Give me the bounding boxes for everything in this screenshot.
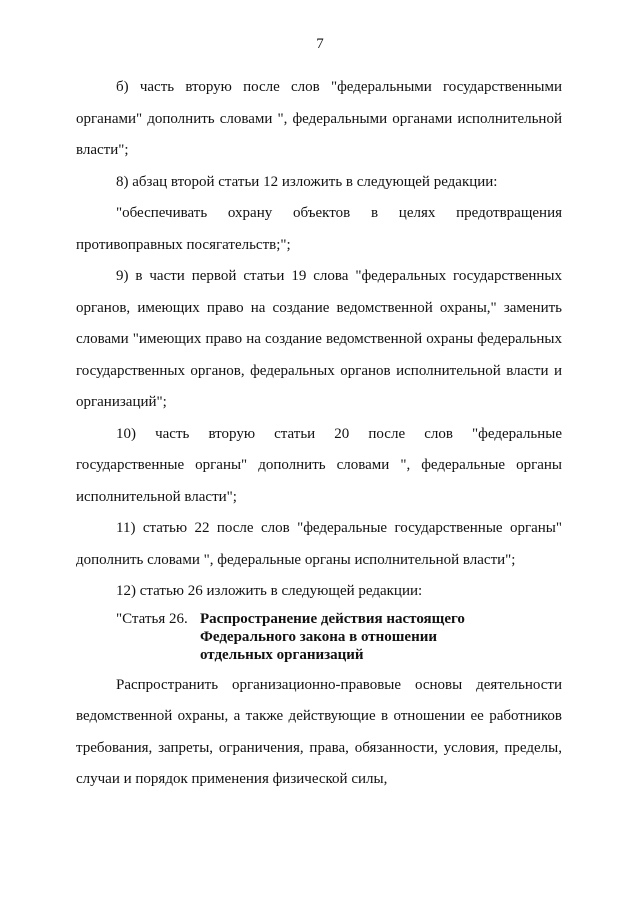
article-title: [200, 610, 562, 664]
article-title-line: Распространение действия настоящего: [200, 610, 465, 627]
paragraph-item-8: 8) абзац второй статьи 12 изложить в следующей редакции:: [116, 173, 498, 190]
paragraph-amendment-b: б) часть вторую после слов "федеральными государственными органами" дополнить словами ", федеральными органами исполнительной власти";: [76, 79, 562, 158]
article-label: "Статья 26.: [116, 610, 188, 627]
article-heading: [76, 610, 562, 664]
paragraph-item-9: 9) в части первой статьи 19 слова "федеральных государственных органов, имеющих право на создание ведомственной охраны," заменить словами "имеющих право на создание ведомственной охраны федеральных государственных органов, федеральных органов исполнительной власти и организаций";: [76, 268, 562, 410]
article-title-line: отдельных организаций: [200, 646, 364, 663]
paragraph-item-12: 12) статью 26 изложить в следующей редакции:: [116, 583, 423, 599]
document-body: [76, 72, 562, 796]
article-title-line: Федерального закона в отношении: [200, 628, 438, 645]
paragraph-item-11: 11) статью 22 после слов "федеральные государственные органы" дополнить словами ", федеральные органы исполнительной власти";: [76, 520, 562, 568]
page-number: 7: [316, 36, 324, 52]
paragraph-item-8-text: "обеспечивать охрану объектов в целях предотвращения противоправных посягательств;";: [76, 205, 562, 253]
paragraph-item-10: 10) часть вторую статьи 20 после слов "федеральные государственные органы" дополнить словами ", федеральные органы исполнительной власти";: [76, 425, 562, 505]
paragraph-article-26-text: Распространить организационно-правовые основы деятельности ведомственной охраны, а также действующие в отношении ее работников требования, запреты, ограничения, права, обязанности, условия, пределы, случаи и порядок применения физической силы,: [76, 676, 562, 787]
